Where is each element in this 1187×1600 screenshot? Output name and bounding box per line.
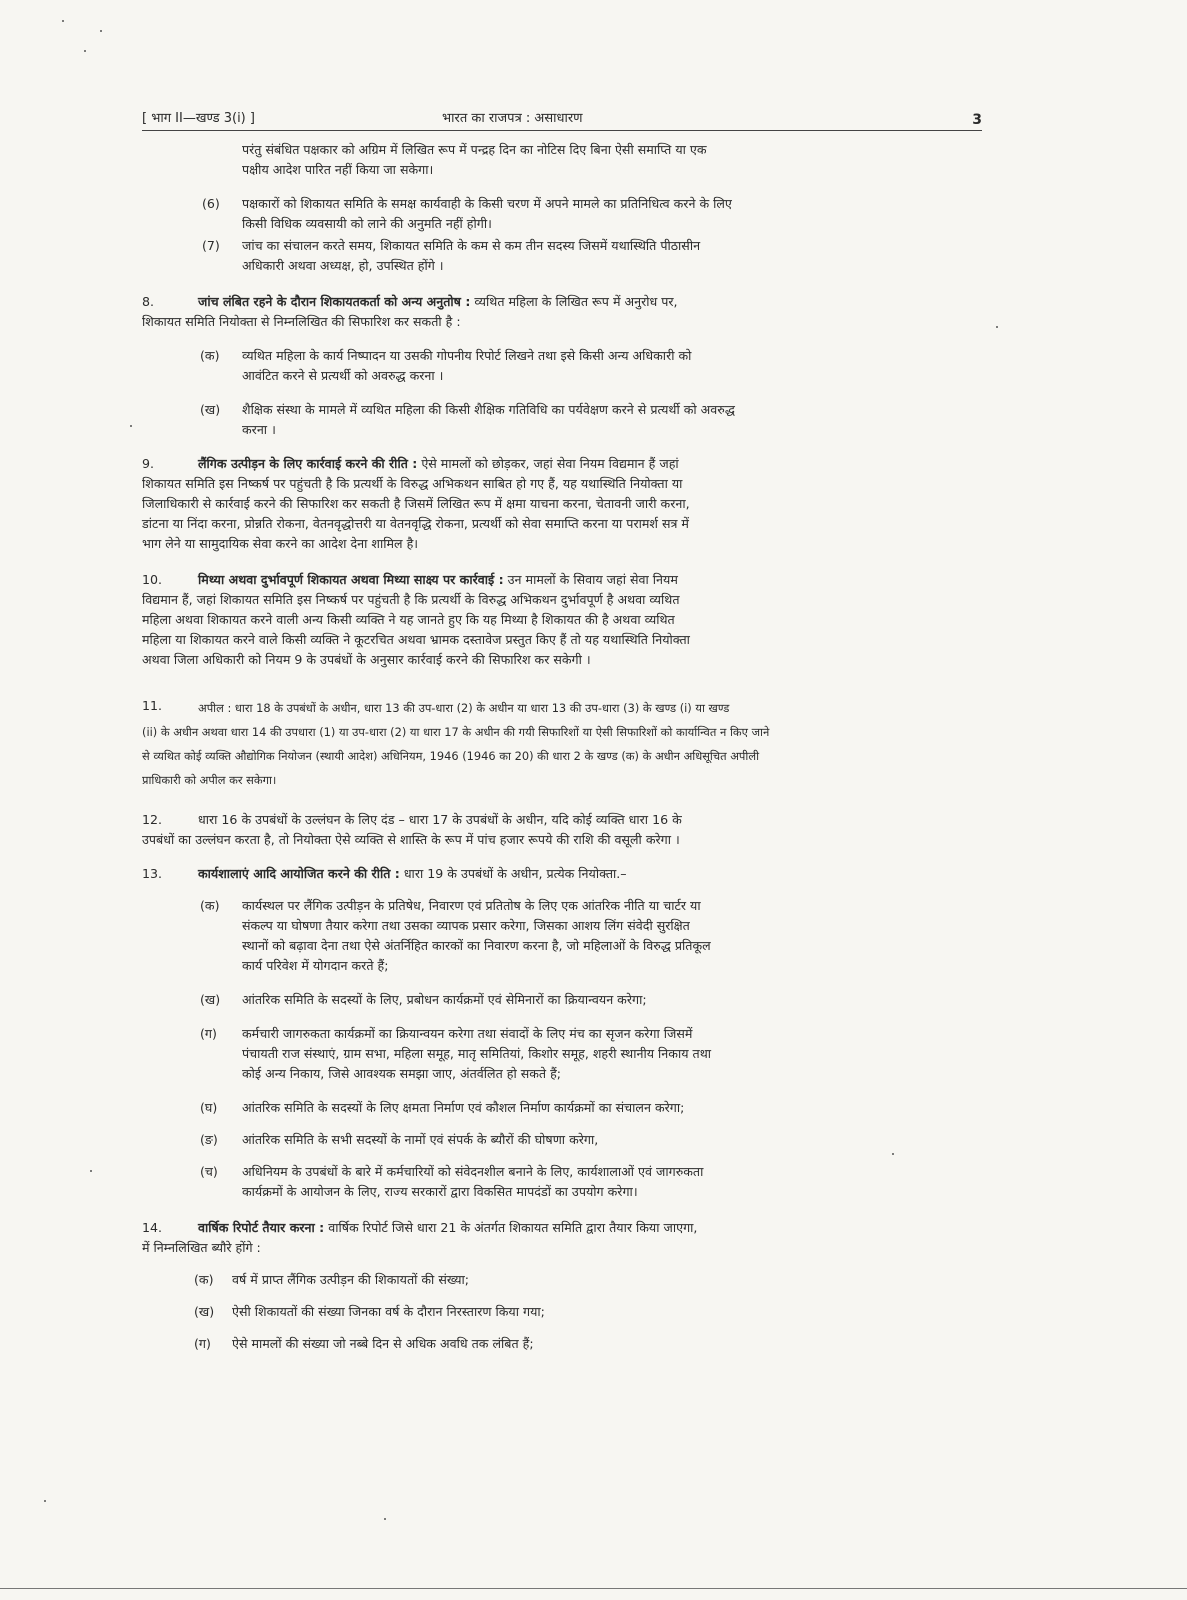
rule-13-item-cha: अधिनियम के उपबंधों के बारे में कर्मचारियों को संवेदनशील बनाने के लिए, कार्यशालाओं एवं जागरुकता कार्यक्रमों के आयोजन के लिए, राज्य सरकारों द्वारा विकसित मापदंडों का उपयोग करेगा। [242,1164,704,1199]
header-gazette-title: भारत का राजपत्र : असाधारण [442,111,583,126]
rule-number: 12. [142,812,163,827]
rule-14-item-ga: ऐसे मामलों की संख्या जो नब्बे दिन से अधिक अवधि तक लंबित हैं; [232,1336,534,1351]
rule-14-item-ka: वर्ष में प्राप्त लैंगिक उत्पीड़न की शिकायतों की संख्या; [232,1272,470,1287]
rule-10-paragraph: मिथ्या अथवा दुर्भावपूर्ण शिकायत अथवा मिथ्या साक्ष्य पर कार्रवाई : उन मामलों के सिवाय जहां सेवा नियम विद्यमान हैं, जहां शिकायत समिति इस निष्कर्ष पर पहुंचती है कि प्रत्यर्थी के विरुद्ध अभिकथन दुर्भावपूर्ण है अथवा व्यथित महिला अथवा शिकायत करने वाली अन्य किसी व्यक्ति ने यह जानते हुए कि यह मिथ्या है शिकायत की है अथवा व्यथित महिला या शिकायत करने वाले किसी व्यक्ति ने कूटरचित अथवा भ्रामक दस्तावेज प्रस्तुत किए हैं तो यह यथास्थिति नियोक्ता अथवा जिला अधिकारी को नियम 9 के उपबंधों के अनुसार कार्रवाई करने की सिफारिश कर सकेगी । [142,572,690,667]
clause-number: (6) [202,196,220,211]
header-page-number: 3 [972,112,982,128]
rule-number: 14. [142,1220,163,1235]
item-number: (ख) [194,1304,215,1319]
item-number: (ख) [200,402,221,417]
page-header [142,108,982,131]
rule-9-heading: लैंगिक उत्पीड़न के लिए कार्रवाई करने की रीति : [198,456,418,471]
rule-13-item-ka: कार्यस्थल पर लैंगिक उत्पीड़न के प्रतिषेध, निवारण एवं प्रतितोष के लिए एक आंतरिक नीति या चार्टर या संकल्प या घोषणा तैयार करेगा तथा उसका व्यापक प्रसार करेगा, जिसका आशय लिंग संवेदी सुरक्षित स्थानों को बढ़ावा देना तथा ऐसे अंतर्निहित कारकों का निवारण करना है, जो महिलाओं के विरुद्ध प्रतिकूल कार्य परिवेश में योगदान करते हैं; [242,898,711,973]
item-number: (क) [194,1272,214,1287]
scan-speck [384,1518,386,1520]
rule-14-item-kha: ऐसी शिकायतों की संख्या जिनका वर्ष के दौरान निरस्तारण किया गया; [232,1304,545,1319]
rule-number: 10. [142,572,163,587]
header-part-label: [ भाग II—खण्ड 3(i) ] [142,111,255,126]
item-number: (ग) [200,1026,217,1041]
proviso-line: परंतु संबंधित पक्षकार को अग्रिम में लिखित रूप में पन्द्रह दिन का नोटिस दिए बिना ऐसी समाप्ति या एक [242,142,707,157]
page-bottom-rule [0,1588,1187,1589]
rule-14-heading: वार्षिक रिपोर्ट तैयार करना : [198,1220,325,1235]
rule-number: 8. [142,294,155,309]
item-number: (क) [200,898,220,913]
scan-speck [892,1153,894,1155]
item-number: (क) [200,348,220,363]
clause-number: (7) [202,238,220,253]
rule-9-paragraph: लैंगिक उत्पीड़न के लिए कार्रवाई करने की रीति : ऐसे मामलों को छोड़कर, जहां सेवा नियम विद्यमान हैं जहां शिकायत समिति इस निष्कर्ष पर पहुंचती है कि प्रत्यर्थी के विरुद्ध अभिकथन साबित हो गए हैं, यह यथास्थिति नियोक्ता या जिलाधिकारी से कार्रवाई करने की सिफारिश कर सकती है जिसमें लिखित रूप में क्षमा याचना करना, चेतावनी जारी करना, डांटना या निंदा करना, प्रोन्नति रोकना, वेतनवृद्धोत्तरी या वेतनवृद्धि रोकना, प्रत्यर्थी को सेवा समाप्ति करना या परामर्श सत्र में भाग लेने या सामुदायिक सेवा करने का आदेश देना शामिल है। [142,456,690,551]
item-number: (ग) [194,1336,211,1351]
scan-speck [130,425,132,427]
rule-11-paragraph: अपील : धारा 18 के उपबंधों के अधीन, धारा 13 की उप-धारा (2) के अधीन या धारा 13 की उप-धारा (3) के खण्ड (i) या खण्ड (ii) के अधीन अथवा धारा 14 की उपधारा (1) या उप-धारा (2) या धारा 17 के अधीन की गयी सिफारिशों या ऐसी सिफारिशों को कार्यान्वित न किए जाने से व्यथित कोई व्यक्ति औद्योगिक नियोजन (स्थायी आदेश) अधिनियम, 1946 (1946 का 20) की धारा 2 के खण्ड (क) के अधीन अधिसूचित अपीली प्राधिकारी को अपील कर सकेगा। [142,701,770,787]
item-number: (घ) [200,1100,218,1115]
proviso-paragraph [242,140,962,180]
rule-12-paragraph: धारा 16 के उपबंधों के उल्लंघन के लिए दंड – धारा 17 के उपबंधों के अधीन, यदि कोई व्यक्ति धारा 16 के उपबंधों का उल्लंघन करता है, तो नियोक्ता ऐसे व्यक्ति से शास्ति के रूप में पांच हजार रूपये की राशि की वसूली करेगा । [142,812,682,847]
item-number: (ङ) [200,1132,218,1147]
scan-speck [62,20,64,22]
rule-8-item-kha: शैक्षिक संस्था के मामले में व्यथित महिला की किसी शैक्षिक गतिविधि का पर्यवेक्षण करने से प्रत्यर्थी को अवरुद्ध करना । [242,402,735,437]
clause-6-text: पक्षकारों को शिकायत समिति के समक्ष कार्यवाही के किसी चरण में अपने मामले का प्रतिनिधित्व करने के लिए किसी विधिक व्यवसायी को लाने की अनुमति नहीं होगी। [242,196,732,231]
rule-8-heading: जांच लंबित रहने के दौरान शिकायतकर्ता को अन्य अनुतोष : [198,294,471,309]
rule-13-item-nga: आंतरिक समिति के सभी सदस्यों के नामों एवं संपर्क के ब्यौरों की घोषणा करेगा, [242,1132,599,1147]
scan-speck [100,30,102,32]
rule-13-heading: कार्यशालाएं आदि आयोजित करने की रीति : [198,866,400,881]
scan-speck [84,50,86,52]
proviso-line: पक्षीय आदेश पारित नहीं किया जा सकेगा। [242,162,434,177]
rule-8-paragraph: जांच लंबित रहने के दौरान शिकायतकर्ता को अन्य अनुतोष : व्यथित महिला के लिखित रूप में अनुरोध पर, शिकायत समिति नियोक्ता से निम्नलिखित की सिफारिश कर सकती है : [142,294,678,329]
rule-number: 11. [142,698,163,713]
scan-speck [996,326,998,328]
scan-speck [90,1170,92,1172]
item-number: (ख) [200,992,221,1007]
rule-13-item-gha: आंतरिक समिति के सदस्यों के लिए क्षमता निर्माण एवं कौशल निर्माण कार्यक्रमों का संचालन करेगा; [242,1100,685,1115]
rule-13-heading-line: कार्यशालाएं आदि आयोजित करने की रीति : धारा 19 के उपबंधों के अधीन, प्रत्येक नियोक्ता.– [198,866,627,881]
clause-7-text: जांच का संचालन करते समय, शिकायत समिति के कम से कम तीन सदस्य जिसमें यथास्थिति पीठासीन अधिकारी अथवा अध्यक्ष, हो, उपस्थित होंगे । [242,238,701,273]
rule-10-heading: मिथ्या अथवा दुर्भावपूर्ण शिकायत अथवा मिथ्या साक्ष्य पर कार्रवाई : [198,572,504,587]
rule-8-item-ka: व्यथित महिला के कार्य निष्पादन या उसकी गोपनीय रिपोर्ट लिखने तथा इसे किसी अन्य अधिकारी को आवंटित करने से प्रत्यर्थी को अवरुद्ध करना । [242,348,692,383]
rule-13-item-ga: कर्मचारी जागरुकता कार्यक्रमों का क्रियान्वयन करेगा तथा संवादों के लिए मंच का सृजन करेगा जिसमें पंचायती राज संस्थाएं, ग्राम सभा, महिला समूह, मातृ समितियां, किशोर समूह, शहरी स्थानीय निकाय तथा कोई अन्य निकाय, जिसे आवश्यक समझा जाए, अंतर्वलित हो सकते हैं; [242,1026,712,1081]
rule-number: 9. [142,456,155,471]
scan-speck [44,1500,46,1502]
rule-number: 13. [142,866,163,881]
item-number: (च) [200,1164,218,1179]
rule-13-item-kha: आंतरिक समिति के सदस्यों के लिए, प्रबोधन कार्यक्रमों एवं सेमिनारों का क्रियान्वयन करेगा; [242,992,647,1007]
rule-14-paragraph: वार्षिक रिपोर्ट तैयार करना : वार्षिक रिपोर्ट जिसे धारा 21 के अंतर्गत शिकायत समिति द्वारा तैयार किया जाएगा, में निम्नलिखित ब्यौरे होंगे : [142,1220,698,1255]
